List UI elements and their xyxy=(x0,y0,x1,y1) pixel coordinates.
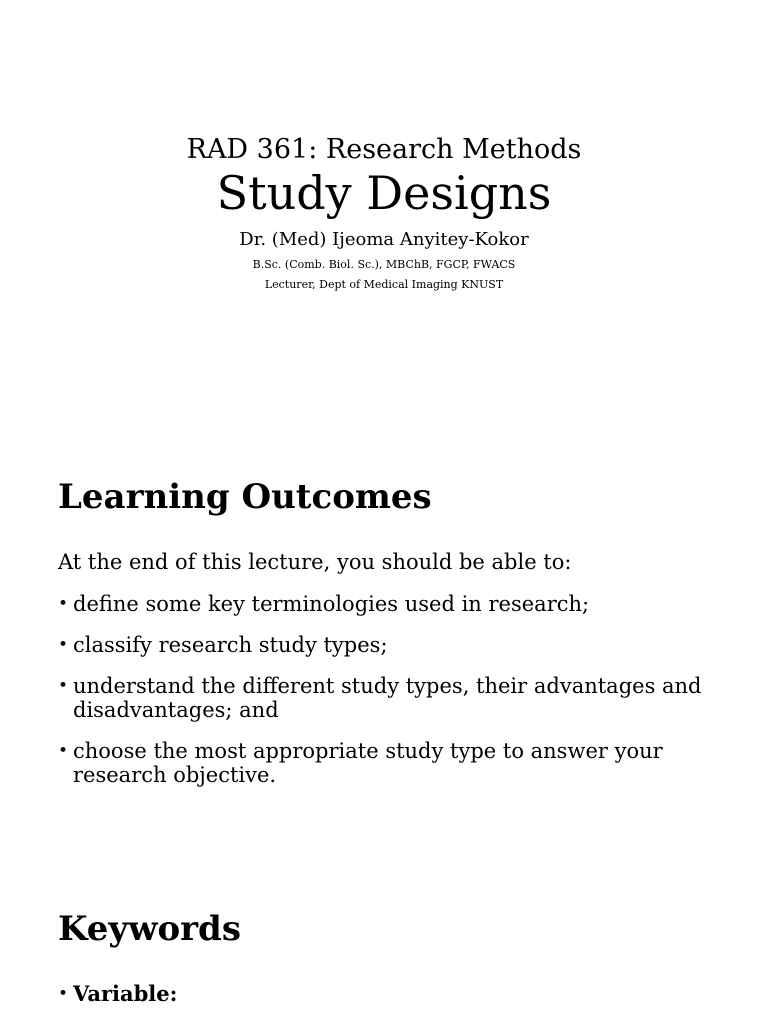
list-item xyxy=(58,633,718,657)
list-item-text: choose the most appropriate study type to answer your research objective. xyxy=(73,739,663,787)
list-item-text: understand the different study types, their advantages and disadvantages; and xyxy=(73,674,702,722)
list-item xyxy=(58,592,718,616)
list-item xyxy=(58,982,718,1006)
keywords-heading: Keywords xyxy=(58,909,241,949)
keywords-list xyxy=(58,982,718,1023)
keyword-term: Variable: xyxy=(73,981,178,1006)
author-position: Lecturer, Dept of Medical Imaging KNUST xyxy=(264,278,504,291)
bullet-icon: • xyxy=(58,676,69,696)
learning-outcomes-list xyxy=(58,592,718,804)
bullet-icon: • xyxy=(58,635,69,655)
list-item-text: classify research study types; xyxy=(73,633,388,657)
list-item xyxy=(58,739,718,787)
author-name: Dr. (Med) Ijeoma Anyitey-Kokor xyxy=(239,229,529,250)
bullet-icon: • xyxy=(58,741,69,761)
author-credentials: B.Sc. (Comb. Biol. Sc.), MBChB, FGCP, FWACS xyxy=(252,258,516,271)
list-item xyxy=(58,674,718,722)
course-title: RAD 361: Research Methods xyxy=(186,134,582,165)
bullet-icon: • xyxy=(58,984,69,1004)
list-item-text: define some key terminologies used in research; xyxy=(73,592,590,616)
page-title: Study Designs xyxy=(216,166,552,220)
learning-outcomes-intro: At the end of this lecture, you should be able to: xyxy=(58,550,572,574)
bullet-icon: • xyxy=(58,594,69,614)
learning-outcomes-heading: Learning Outcomes xyxy=(58,477,432,517)
